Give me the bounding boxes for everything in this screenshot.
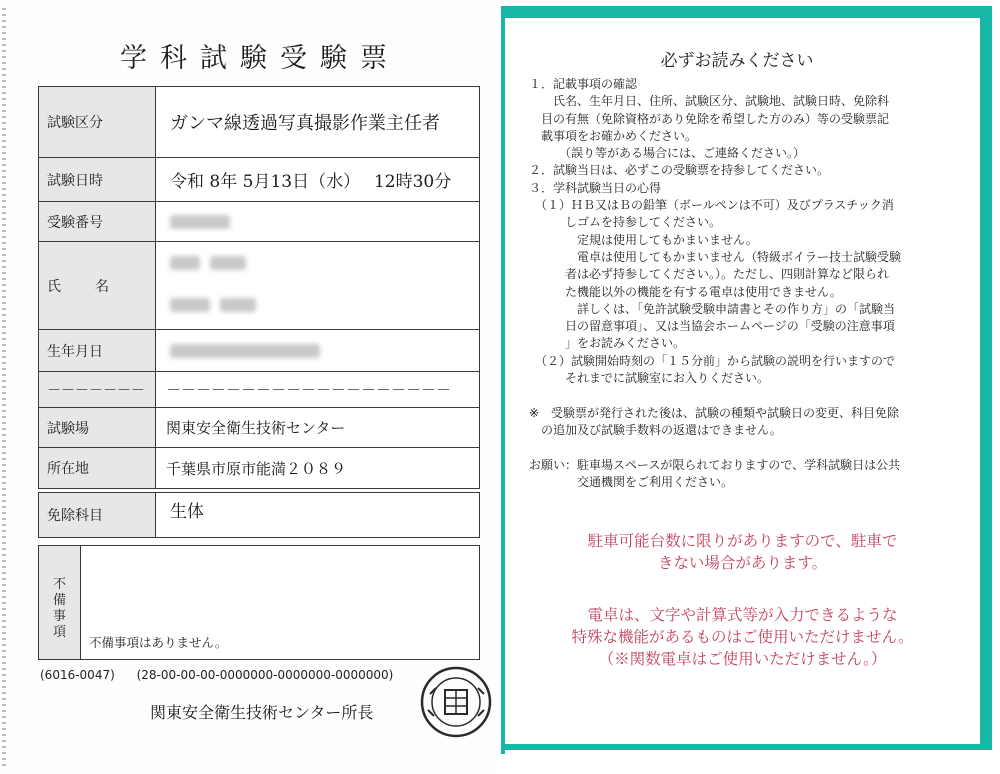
label-char: 不 (52, 576, 66, 592)
notice-line: 交通機関をご利用ください。 (529, 474, 734, 489)
teal-border-top (505, 6, 980, 18)
row-exam-datetime (39, 158, 479, 202)
value-exam-datetime: 令和 8年 5月13日（水） 12時30分 (170, 172, 452, 192)
issuer-name: 関東安全衛生技術センター所長 (150, 703, 374, 722)
ticket-codes (40, 668, 411, 682)
ticket-info-table (38, 86, 480, 489)
exemption-table (38, 492, 480, 538)
deficiency-text: 不備事項はありません。 (89, 635, 228, 650)
exam-ticket (0, 0, 496, 774)
official-seal-stamp (418, 664, 494, 740)
row-birthdate (39, 330, 479, 372)
value-exam-venue: 関東安全衛生技術センター (166, 419, 346, 437)
row-exam-category (39, 87, 479, 158)
row-name (39, 242, 479, 330)
calculator-warning: 電卓は、文字や計算式等が入力できるような 特殊な機能があるものはご使用いただけません。 （※関数電卓はご使用いただけません。） (571, 606, 914, 668)
value-exam-number-redacted (156, 202, 479, 241)
value-exempt-subjects: 生体 (170, 502, 204, 522)
redaction-blur (170, 344, 320, 358)
notice-line: 電卓は使用してもかまいません（特級ボイラー技士試験受験 (529, 249, 902, 264)
label-exam-category: 試験区分 (39, 87, 156, 157)
notice-title: 必ずお読みください (660, 51, 814, 71)
notice-line: お願い：駐車場スペースが限られておりますので、学科試験日は公共 (529, 457, 901, 472)
code-secondary: (28-00-00-00-0000000-0000000-0000000) (136, 668, 394, 682)
value-name-redacted (156, 242, 479, 329)
notice-line: 」をお読みください。 (529, 336, 686, 351)
label-char: 備 (52, 592, 66, 608)
notice-line: の追加及び試験手数料の返還はできません。 (529, 422, 782, 437)
notice-line (529, 387, 969, 404)
label-exam-number: 受験番号 (39, 202, 156, 241)
ticket-title: 学科試験受験票 (120, 43, 400, 74)
notice-line (529, 439, 969, 456)
notice-line: １．記載事項の確認 (529, 77, 638, 91)
row-exam-number (39, 202, 479, 242)
notice-line: それまでに試験室にお入りください。 (529, 371, 770, 386)
label-deficiency (39, 546, 81, 659)
notice-line: ※ 受験票が発行された後は、試験の種類や試験日の変更、科目免除 (529, 405, 900, 420)
notice-line: 日の留意事項」、又は当協会ホームページの「受験の注意事項 (529, 319, 895, 334)
row-venue-address (39, 448, 479, 488)
redaction-blur (210, 256, 246, 270)
deficiency-box (38, 545, 480, 660)
notice-line: 者は必ず持参してください。）。ただし、四則計算など限られ (529, 267, 890, 282)
notice-line: （１）ＨＢ又はＢの鉛筆（ボールペンは不可）及びプラスチック消 (529, 198, 894, 213)
label-exempt-subjects: 免除科目 (39, 493, 156, 537)
label-exam-datetime: 試験日時 (39, 158, 156, 201)
notice-line: ３．学科試験当日の心得 (529, 180, 662, 195)
redaction-blur (220, 298, 256, 312)
redaction-blur (170, 256, 200, 270)
notice-line: 定規は使用してもかまいません。 (529, 232, 758, 247)
notice-line: （誤り等がある場合には、ご連絡ください。） (529, 146, 806, 161)
row-exam-venue (39, 408, 479, 448)
teal-border-left (501, 6, 505, 754)
notice-line: 目の有無（免除資格があり免除を希望した方のみ）等の受験票記 (529, 111, 890, 126)
perforation-edge (2, 8, 6, 768)
value-exam-category: ガンマ線透過写真撮影作業主任者 (170, 113, 440, 134)
row-placeholder-dashes (39, 372, 479, 408)
parking-warning: 駐車可能台数に限りがありますので、駐車で きない場合があります。 (587, 532, 898, 572)
row-exempt-subjects (39, 493, 479, 537)
value-birthdate-redacted (156, 330, 479, 371)
label-char: 事 (52, 608, 66, 624)
teal-border-right (980, 6, 992, 744)
notice-line: ２．試験当日は、必ずこの受験票を持参してください。 (529, 163, 830, 178)
deficiency-content (81, 546, 479, 659)
notice-line: （２）試験開始時刻の「１５分前」から試験の説明を行いますので (529, 353, 896, 368)
label-name: 氏 名 (39, 242, 156, 329)
notice-line: 詳しくは、「免許試験受験申請書とその作り方」の「試験当 (529, 301, 896, 316)
label-venue-address: 所在地 (39, 448, 156, 488)
label-char: 項 (52, 624, 66, 640)
notice-line: 載事項をお確かめください。 (529, 128, 698, 143)
label-dashes: －－－－－－－ (39, 372, 156, 407)
value-dashes: －－－－－－－－－－－－－－－－－－－ (166, 381, 452, 399)
value-venue-address: 千葉県市原市能満２０８９ (166, 459, 347, 478)
notice-line: た機能以外の機能を有する電卓は使用できません。 (529, 284, 842, 299)
notice-page (497, 0, 1000, 774)
code-primary: (6016-0047) (40, 668, 115, 682)
notice-line: しゴムを持参してください。 (529, 215, 722, 230)
label-exam-venue: 試験場 (39, 408, 156, 447)
redaction-blur (170, 298, 210, 312)
notice-instructions (529, 76, 969, 491)
redaction-blur (170, 215, 230, 229)
teal-border-bottom (501, 744, 992, 750)
notice-line: 氏名、生年月日、住所、試験区分、試験地、試験日時、免除科 (529, 94, 890, 109)
label-birthdate: 生年月日 (39, 330, 156, 371)
